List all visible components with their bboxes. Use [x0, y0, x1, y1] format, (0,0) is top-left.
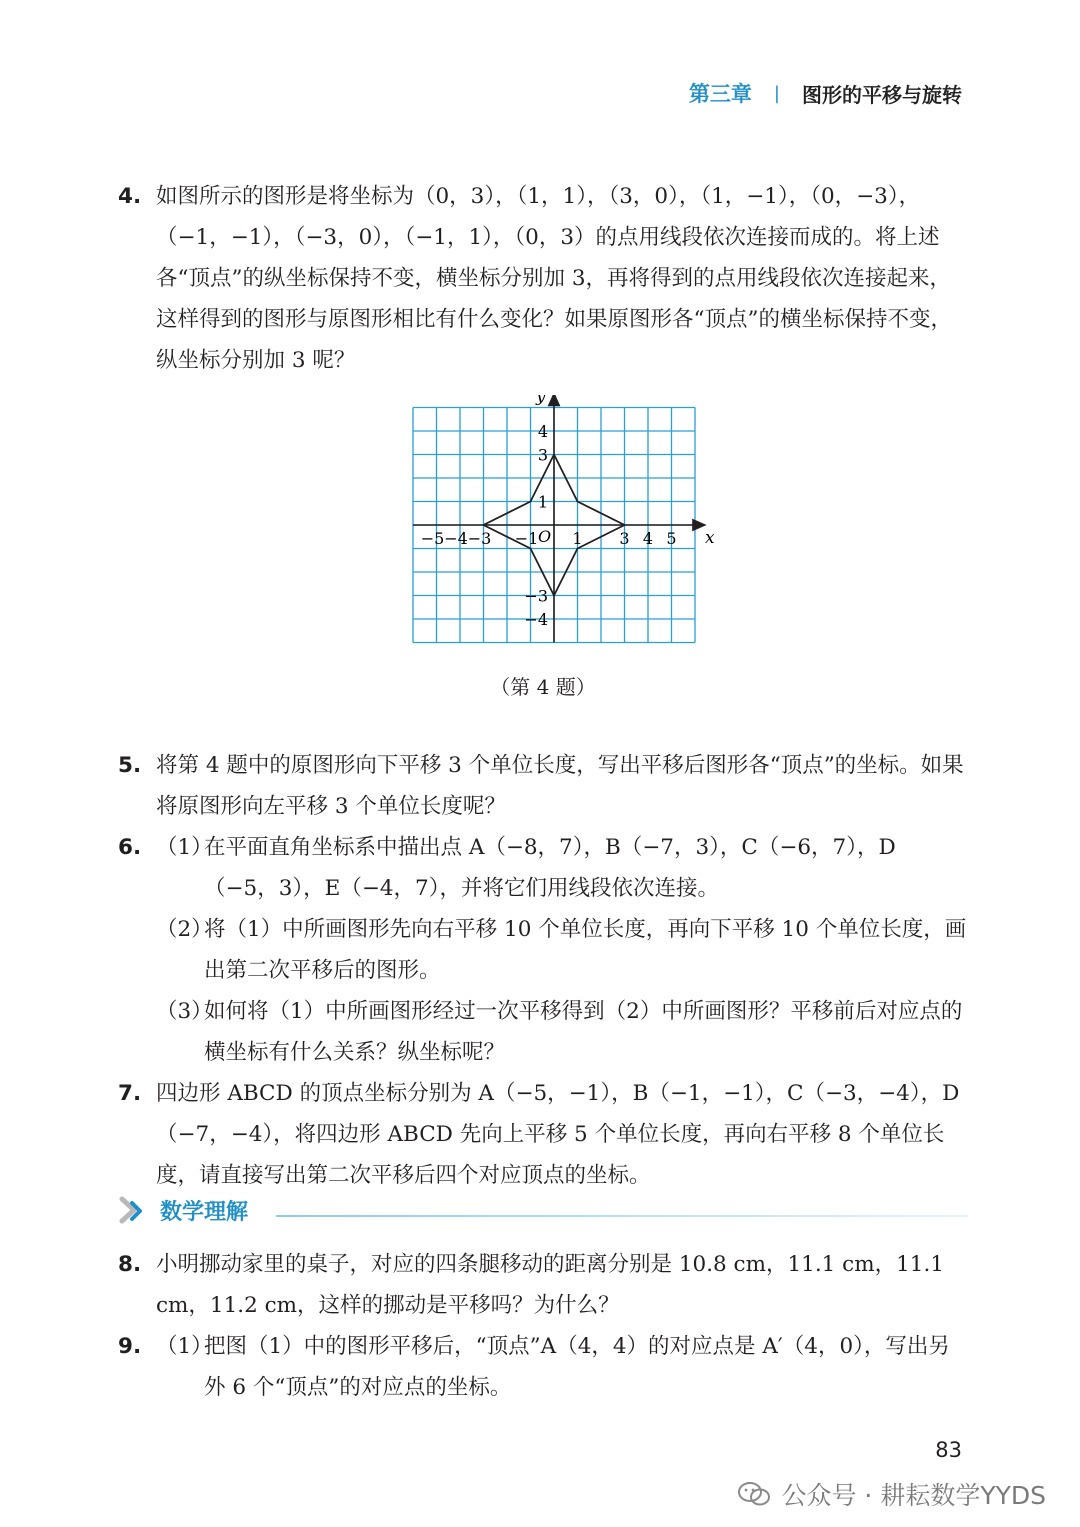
subquestion-1	[156, 1326, 968, 1408]
exercise-list-2	[118, 1244, 968, 1408]
x-tick-label: −3	[467, 529, 492, 548]
watermark-text: 公众号 · 耕耘数学YYDS	[781, 1481, 1046, 1510]
origin-label: O	[538, 527, 552, 546]
section-rule	[276, 1215, 968, 1217]
problem-7	[118, 1073, 968, 1196]
problem-6	[118, 827, 968, 1073]
exercise-list	[118, 176, 968, 1196]
subquestion-1	[156, 827, 968, 909]
subquestion-label: （2）	[156, 917, 213, 942]
subquestion-text: 如何将（1）中所画图形经过一次平移得到（2）中所画图形？平移前后对应点的横坐标有什么关系？纵坐标呢？	[204, 999, 963, 1065]
y-axis-label: y	[536, 395, 546, 407]
x-tick-label: 1	[572, 529, 583, 548]
problem-5	[118, 745, 968, 827]
problem-9	[118, 1326, 968, 1408]
chapter-title: 图形的平移与旋转	[802, 82, 962, 107]
chapter-number: 第三章	[688, 82, 752, 106]
x-tick-label: −5	[420, 529, 445, 548]
subquestion-text: 把图（1）中的图形平移后，“顶点”A（4，4）的对应点是 A′（4，0），写出另外 6 个“顶点”的对应点的坐标。	[204, 1334, 950, 1400]
problem-number: 4.	[118, 184, 142, 209]
x-tick-label: −4	[444, 529, 468, 548]
y-tick-label: −4	[524, 610, 548, 629]
watermark	[737, 1476, 1046, 1512]
chapter-header	[689, 78, 962, 108]
x-tick-label: 3	[619, 529, 630, 548]
problem-4	[118, 176, 968, 381]
figure-caption: （第 4 题）	[490, 675, 596, 699]
y-tick-label: 4	[537, 422, 548, 441]
subquestion-label: （1）	[156, 1334, 213, 1359]
problem-text: 四边形 ABCD 的顶点坐标分别为 A（−5，−1），B（−1，−1），C（−3，−4），D（−7，−4），将四边形 ABCD 先向上平移 5 个单位长度，再向右平移 8 个单位长度，请直接写出第二次平移后四个对应顶点的坐标。	[156, 1081, 960, 1188]
problem-number: 7.	[118, 1081, 142, 1106]
x-tick-label: 4	[642, 529, 654, 548]
section-title: 数学理解	[160, 1200, 249, 1225]
chevron-right-icon	[118, 1195, 154, 1227]
problem-number: 5.	[118, 753, 142, 778]
problem-text: 将第 4 题中的原图形向下平移 3 个单位长度，写出平移后图形各“顶点”的坐标。如果将原图形向左平移 3 个单位长度呢？	[156, 753, 964, 819]
subquestion-text: 在平面直角坐标系中描出点 A（−8，7），B（−7，3），C（−6，7），D（−5，3），E（−4，7），并将它们用线段依次连接。	[204, 835, 896, 901]
subquestion-label: （1）	[156, 835, 213, 860]
figure-problem-4	[118, 395, 968, 745]
subquestion-2	[156, 909, 968, 991]
y-tick-label: −3	[524, 586, 548, 606]
header-separator: |	[773, 82, 780, 104]
x-tick-label: −1	[514, 529, 539, 548]
wechat-icon	[737, 1481, 771, 1507]
problem-text: 如图所示的图形是将坐标为（0，3），（1，1），（3，0），（1，−1），（0，−3），（−1，−1），（−3，0），（−1，1），（0，3）的点用线段依次连接而成的。将上述各“顶点”的纵坐标保持不变，横坐标分别加 3，再将得到的点用线段依次连接起来，这样得到的图形与原图形相比有什么变化？如果原图形各“顶点”的横坐标保持不变，纵坐标分别加 3 呢？	[156, 184, 952, 373]
subquestion-3	[156, 991, 968, 1073]
section-heading	[118, 1193, 968, 1229]
problem-text: 小明挪动家里的桌子，对应的四条腿移动的距离分别是 10.8 cm，11.1 cm，11.1 cm，11.2 cm，这样的挪动是平移吗？为什么？	[156, 1252, 944, 1318]
subquestion-text: 将（1）中所画图形先向右平移 10 个单位长度，再向下平移 10 个单位长度，画出第二次平移后的图形。	[204, 917, 967, 983]
problem-8	[118, 1244, 968, 1326]
page-number: 83	[935, 1438, 962, 1462]
y-tick-label: 1	[537, 492, 548, 512]
problem-number: 6.	[118, 835, 142, 860]
x-axis-label: x	[705, 528, 715, 548]
problem-number: 9.	[118, 1334, 142, 1359]
x-tick-label: 5	[666, 529, 677, 548]
subquestion-label: （3）	[156, 999, 213, 1024]
coordinate-grid	[118, 395, 968, 665]
problem-number: 8.	[118, 1252, 142, 1277]
y-tick-label: 3	[537, 445, 548, 465]
